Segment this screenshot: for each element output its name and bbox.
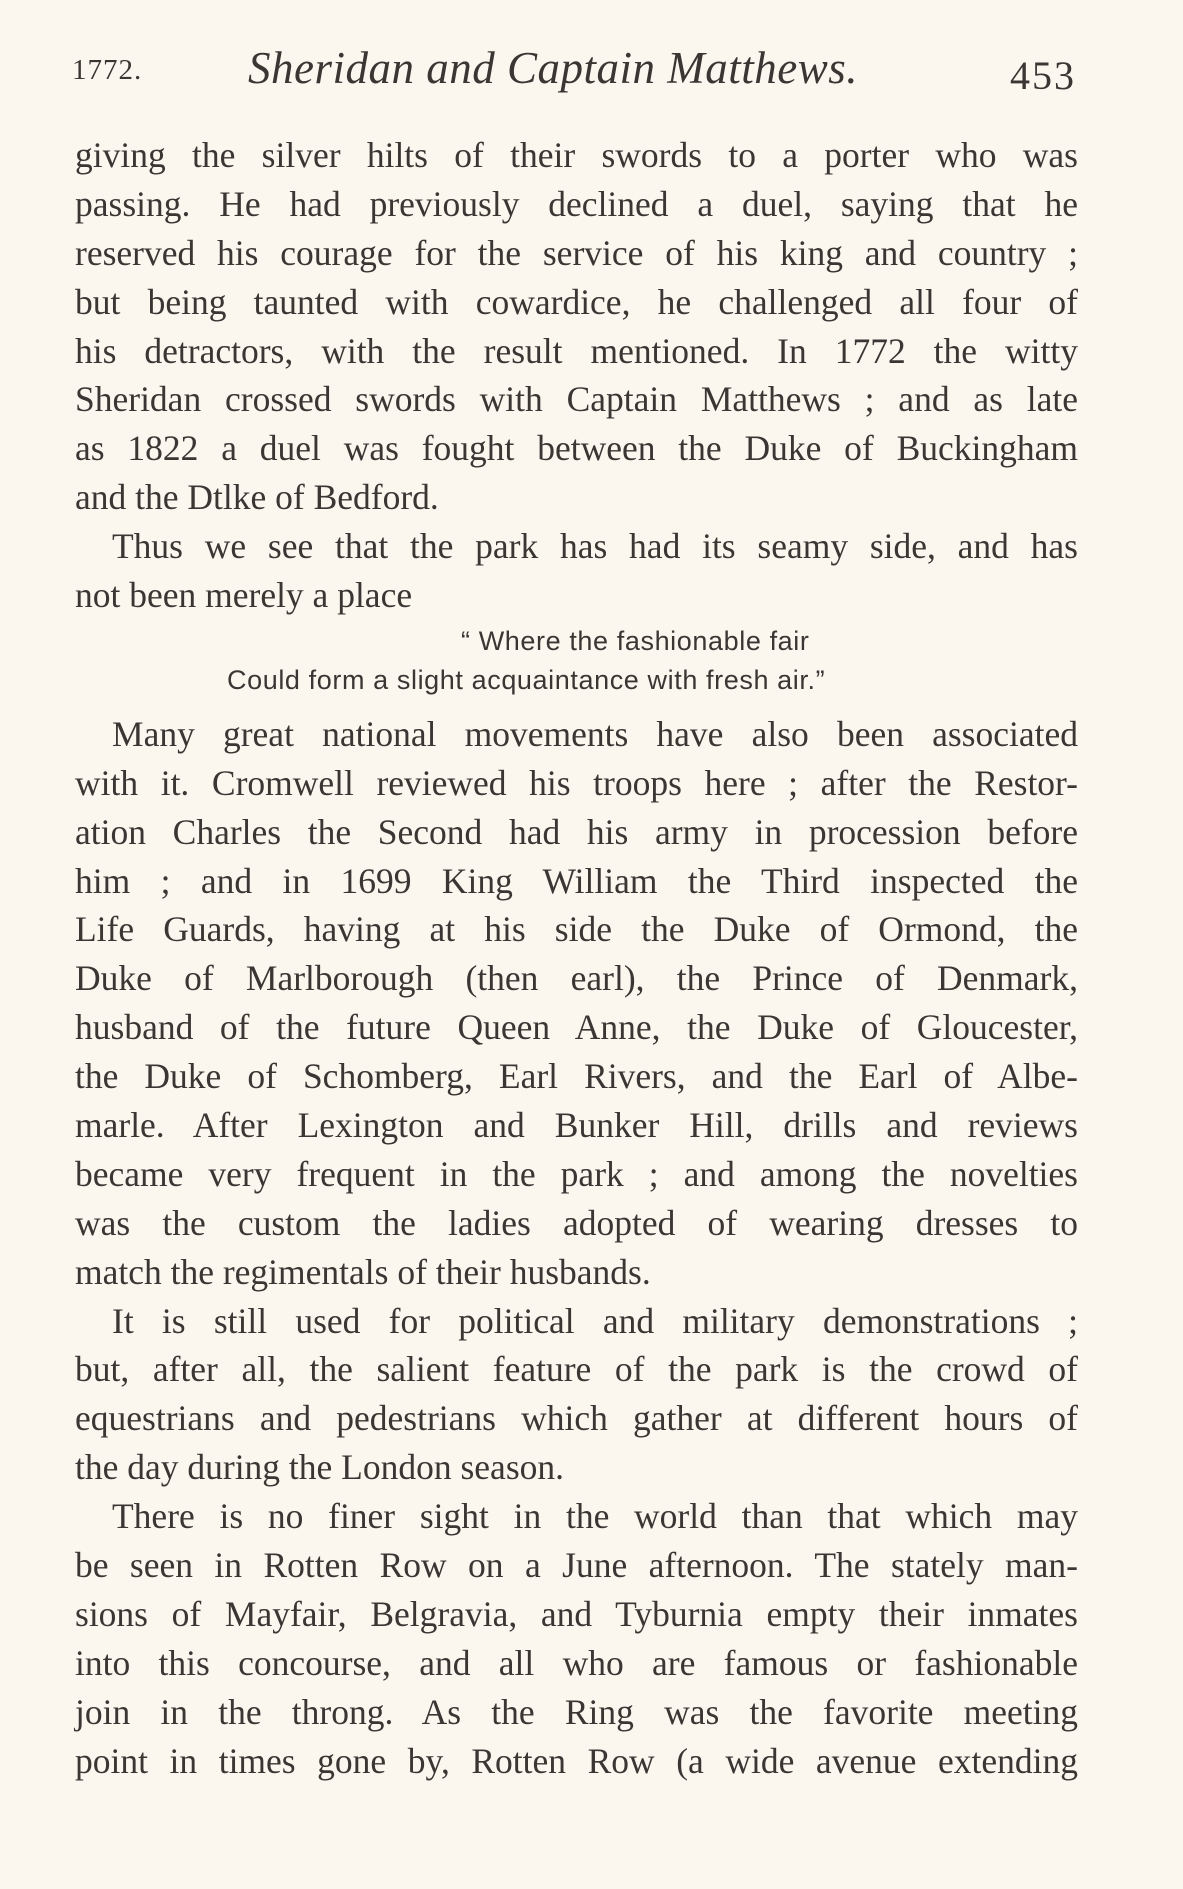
- text-line: There is no finer sight in the world than that which may: [112, 1496, 1078, 1537]
- text-line: be seen in Rotten Row on a June afternoon. The stately man-: [75, 1545, 1078, 1586]
- header-title: Sheridan and Captain Matthews.: [248, 43, 858, 93]
- page-number: 453: [1010, 53, 1076, 98]
- text-line: not been merely a place: [75, 575, 413, 616]
- text-line: his detractors, with the result mentioned. In 1772 the witty: [75, 330, 1078, 371]
- text-line: became very frequent in the park ; and among the novelties: [75, 1153, 1078, 1194]
- text-line: giving the silver hilts of their swords to a porter who was: [75, 135, 1078, 175]
- body-text: [75, 131, 1078, 1786]
- paragraph-4: [75, 1297, 1078, 1493]
- text-line: marle. After Lexington and Bunker Hill, drills and reviews: [75, 1105, 1078, 1146]
- text-line: as 1822 a duel was fought between the Duke of Buckingham: [75, 428, 1078, 469]
- text-line: into this concourse, and all who are famous or fashionable: [75, 1642, 1078, 1683]
- text-line: reserved his courage for the service of his king and country ;: [75, 232, 1078, 273]
- quote-line: Could form a slight acquaintance with fresh air.”: [227, 664, 826, 695]
- verse-quote: [75, 622, 1078, 700]
- text-line: sions of Mayfair, Belgravia, and Tyburnia empty their inmates: [75, 1593, 1078, 1634]
- text-line: was the custom the ladies adopted of wearing dresses to: [75, 1202, 1078, 1243]
- text-line: him ; and in 1699 King William the Third inspected the: [75, 860, 1078, 901]
- text-line: Sheridan crossed swords with Captain Matthews ; and as late: [75, 379, 1078, 420]
- text-line: join in the throng. As the Ring was the favorite meeting: [75, 1691, 1078, 1732]
- text-line: the day during the London season.: [75, 1447, 565, 1488]
- text-line: and the Dtlke of Bedford.: [75, 477, 439, 518]
- paragraph-5: [75, 1492, 1078, 1785]
- paragraph-3: [75, 710, 1078, 1297]
- paragraph-1: [75, 131, 1078, 522]
- text-line: ation Charles the Second had his army in procession before: [75, 811, 1078, 852]
- text-line: equestrians and pedestrians which gather at different hours of: [75, 1398, 1078, 1439]
- header-year: 1772.: [72, 54, 143, 86]
- text-line: passing. He had previously declined a duel, saying that he: [75, 183, 1078, 224]
- text-line: Many great national movements have also been associated: [112, 713, 1078, 754]
- text-line: point in times gone by, Rotten Row (a wide avenue extending: [75, 1740, 1078, 1781]
- text-line: Duke of Marlborough (then earl), the Prince of Denmark,: [75, 958, 1078, 999]
- paragraph-2: [75, 522, 1078, 620]
- text-line: husband of the future Queen Anne, the Duke of Gloucester,: [75, 1007, 1078, 1048]
- text-line: but being taunted with cowardice, he challenged all four of: [75, 281, 1078, 322]
- quote-line: “ Where the fashionable fair: [461, 625, 810, 656]
- text-line: with it. Cromwell reviewed his troops here ; after the Restor-: [75, 762, 1078, 803]
- text-line: It is still used for political and military demonstrations ;: [112, 1300, 1078, 1341]
- text-line: Thus we see that the park has had its seamy side, and has: [112, 526, 1078, 567]
- text-line: but, after all, the salient feature of the park is the crowd of: [75, 1349, 1078, 1390]
- text-line: match the regimentals of their husbands.: [75, 1251, 651, 1292]
- running-head: [72, 42, 1082, 102]
- text-line: Life Guards, having at his side the Duke of Ormond, the: [75, 909, 1078, 950]
- text-line: the Duke of Schomberg, Earl Rivers, and the Earl of Albe-: [75, 1056, 1078, 1097]
